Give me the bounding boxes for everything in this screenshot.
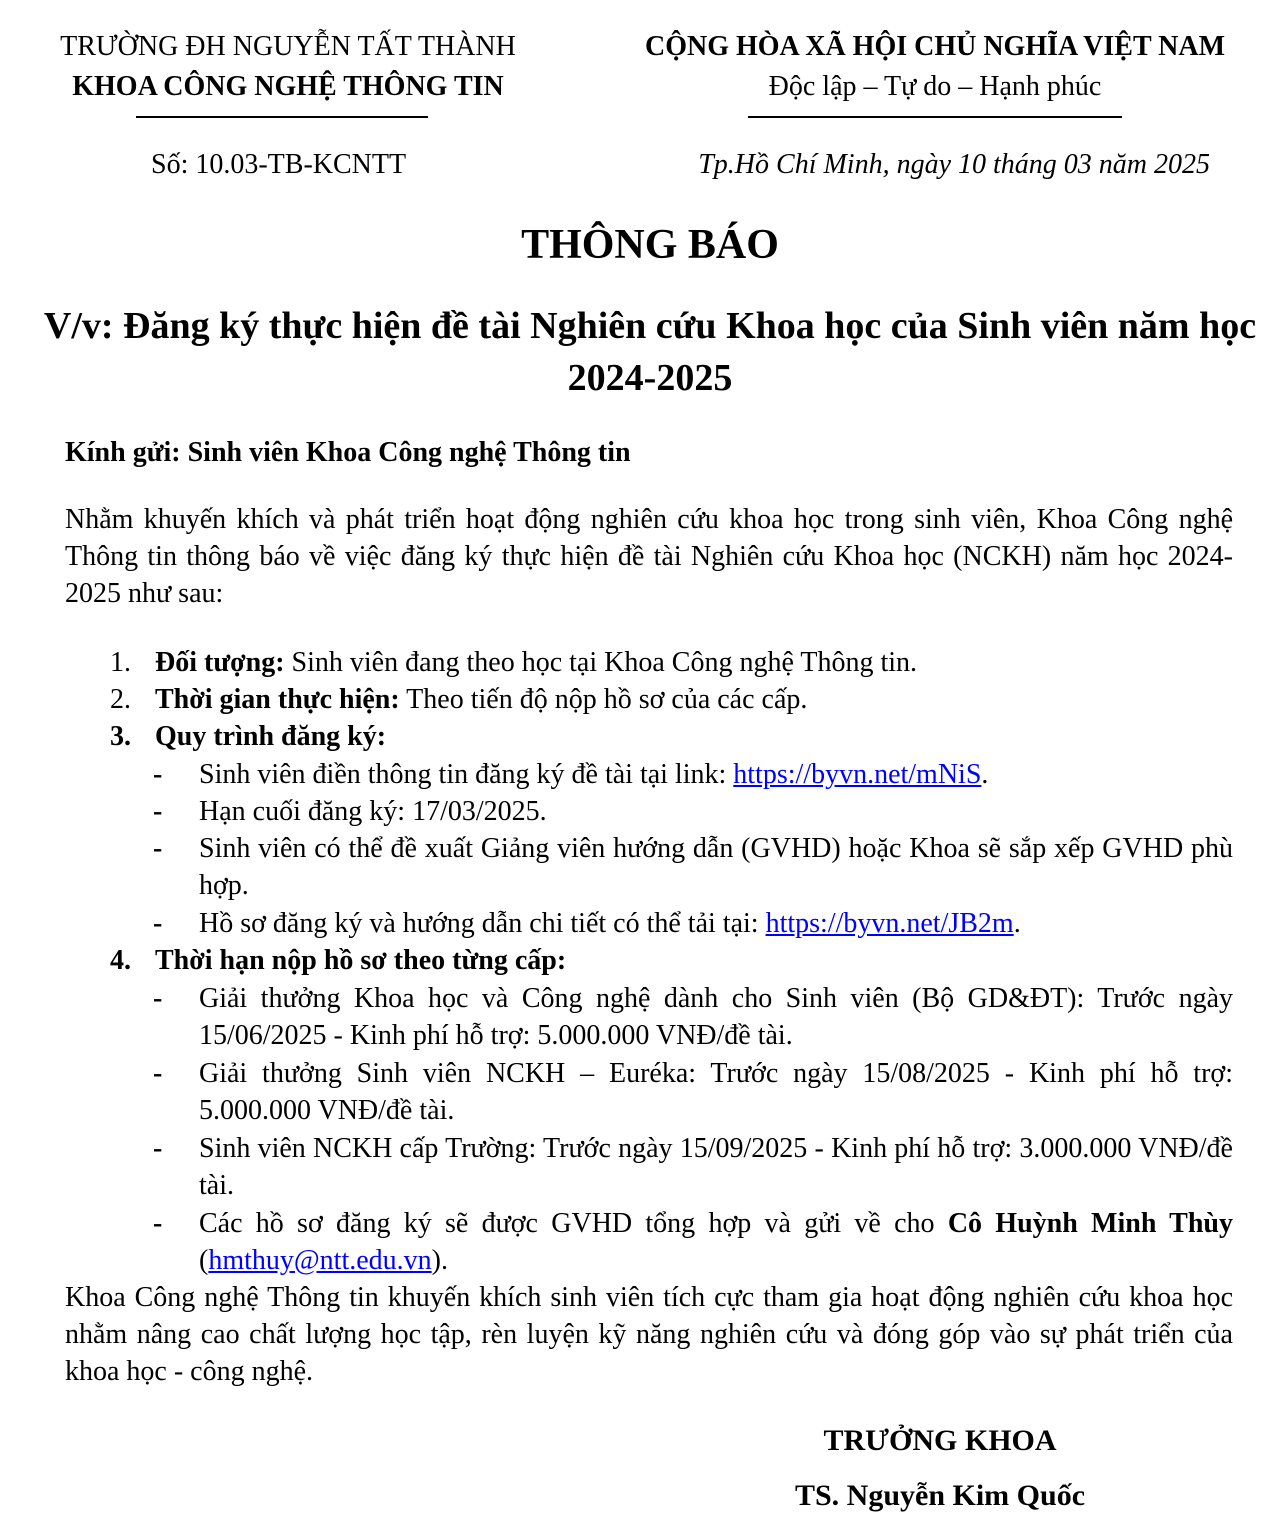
dash-bullet: - [153,1208,163,1239]
dash-bullet: - [153,983,163,1014]
dash-bullet: - [153,1058,163,1089]
item-label: Đối tượng: [155,647,285,678]
dash-bullet: - [153,1133,163,1164]
signature-name: TS. Nguyễn Kim Quốc [794,1479,1086,1512]
document-subject: V/v: Đăng ký thực hiện đề tài Nghiên cứu Khoa học của Sinh viên năm học 2024-2025 [43,305,1257,399]
item-number: 3. [110,721,131,752]
contact-name: Cô Huỳnh Minh Thùy [947,1208,1233,1239]
procedure-link-item [199,756,1233,793]
procedure-advisor-item: Sinh viên có thể đề xuất Giảng viên hướng dẫn (GVHD) hoặc Khoa sẽ sắp xếp GVHD phù hợp. [199,833,1233,901]
republic-name: CỘNG HÒA XÃ HỘI CHỦ NGHĨA VIỆT NAM [644,31,1226,62]
item-target [155,644,917,681]
item-label: Thời gian thực hiện: [155,684,400,715]
deadline-university-item: Sinh viên NCKH cấp Trường: Trước ngày 15/09/2025 - Kinh phí hỗ trợ: 3.000.000 VNĐ/đề tài. [199,1133,1233,1201]
deadline-contact-item [199,1205,1233,1279]
registration-link[interactable]: https://byvn.net/mNiS [733,759,982,790]
dash-bullet: - [153,833,163,864]
national-motto: Độc lập – Tự do – Hạnh phúc [768,71,1102,102]
header-right-rule [748,116,1122,118]
university-name: TRƯỜNG ĐH NGUYỄN TẤT THÀNH [60,31,516,62]
item-text: Sinh viên đang theo học tại Khoa Công nghệ Thông tin. [284,647,918,678]
procedure-download-item [199,905,1233,942]
dash-bullet: - [153,796,163,827]
dash-bullet: - [153,908,163,939]
bullet-text: Các hồ sơ đăng ký sẽ được GVHD tổng hợp và gửi về cho [199,1208,948,1239]
recipient-line: Kính gửi: Sinh viên Khoa Công nghệ Thông tin [65,437,631,468]
item-text: Theo tiến độ nộp hồ sơ của các cấp. [399,684,808,715]
dash-bullet: - [153,759,163,790]
closing-paragraph: Khoa Công nghệ Thông tin khuyến khích sinh viên tích cực tham gia hoạt động nghiên cứu khoa học nhằm nâng cao chất lượng học tập, rèn luyện kỹ năng nghiên cứu và đóng góp vào sự phát triển của khoa học - công nghệ. [65,1282,1233,1387]
contact-email-link[interactable]: hmthuy@ntt.edu.vn [208,1245,432,1276]
item-number: 2. [110,684,131,715]
procedure-deadline-item: Hạn cuối đăng ký: 17/03/2025. [199,796,547,827]
item-number: 1. [110,647,131,678]
item-number: 4. [110,945,131,976]
bullet-end: . [1013,908,1021,939]
download-link[interactable]: https://byvn.net/JB2m [765,908,1014,939]
intro-paragraph: Nhằm khuyến khích và phát triển hoạt động nghiên cứu khoa học trong sinh viên, Khoa Công nghệ Thông tin thông báo về việc đăng ký thực hiện đề tài Nghiên cứu Khoa học (NCKH) năm học 2024-2025 như sau: [65,504,1233,609]
signature-position: TRƯỞNG KHOA [823,1424,1057,1457]
deadline-ministry-item: Giải thưởng Khoa học và Công nghệ dành cho Sinh viên (Bộ GD&ĐT): Trước ngày 15/06/2025 - Kinh phí hỗ trợ: 5.000.000 VNĐ/đề tài. [199,983,1233,1051]
document-title: THÔNG BÁO [521,222,779,268]
item-deadlines: Thời hạn nộp hồ sơ theo từng cấp: [155,945,567,976]
bullet-end: . [981,759,989,790]
faculty-name: KHOA CÔNG NGHỆ THÔNG TIN [72,71,504,102]
bullet-text: Sinh viên điền thông tin đăng ký đề tài tại link: [199,759,734,790]
document-number: Số: 10.03-TB-KCNTT [151,149,407,180]
bullet-text: Hồ sơ đăng ký và hướng dẫn chi tiết có thể tải tại: [199,908,766,939]
item-timeline [155,681,807,718]
paren-open: ( [199,1245,209,1276]
paren-close: ). [431,1245,448,1276]
deadline-eureka-item: Giải thưởng Sinh viên NCKH – Euréka: Trước ngày 15/08/2025 - Kinh phí hỗ trợ: 5.000.000 VNĐ/đề tài. [199,1058,1233,1126]
place-date: Tp.Hồ Chí Minh, ngày 10 tháng 03 năm 2025 [698,149,1210,180]
item-procedure: Quy trình đăng ký: [155,721,387,752]
header-left-rule [136,116,428,118]
